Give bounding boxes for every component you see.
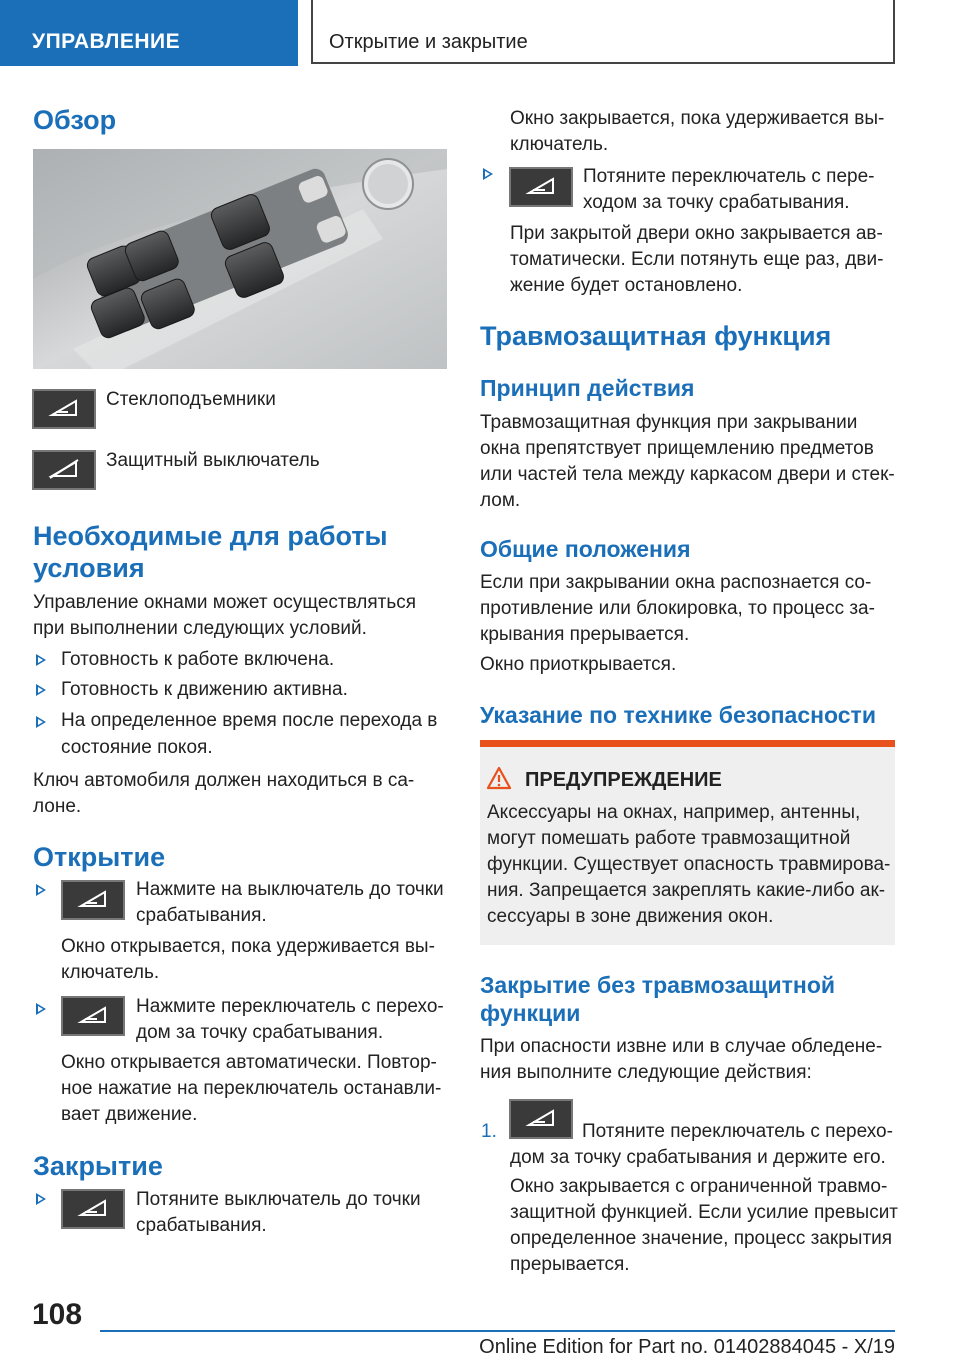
paragraph: или частей тела между каркасом двери и стек- [480, 464, 895, 485]
general-title: Общие положения [480, 536, 691, 562]
step-result: ключатель. [61, 962, 160, 983]
window-switch-icon [509, 167, 573, 207]
paragraph: окна препятствует прищемлению предметов [480, 438, 874, 459]
paragraph: Окно приоткрывается. [480, 654, 677, 675]
warning-title: ПРЕДУПРЕЖДЕНИЕ [525, 769, 722, 791]
edition-text: Online Edition for Part no. 01402884045 - X/19 [479, 1336, 895, 1358]
step-text: срабатывания. [136, 905, 267, 926]
conditions-intro: Управление окнами может осуществляться [33, 592, 417, 613]
bullet-icon [36, 1193, 46, 1205]
topic-tab: Открытие и закрытие [311, 0, 895, 64]
step-text: Потяните выключатель до точки [136, 1189, 421, 1210]
bullet-icon [36, 654, 46, 666]
paragraph: Если при закрывании окна распознается со- [480, 572, 872, 593]
no-pinch-title: функции [480, 1000, 581, 1026]
legend-label: Стеклоподъемники [106, 389, 276, 410]
list-item: Готовность к движению активна. [61, 679, 348, 700]
step-result: Окно закрывается с ограниченной травмо- [510, 1176, 888, 1197]
step-text: срабатывания. [136, 1215, 267, 1236]
window-switch-panel-image [33, 149, 447, 369]
overview-title: Обзор [33, 105, 117, 135]
window-switch-icon [32, 389, 96, 429]
safety-title: Указание по технике безопасности [480, 702, 876, 728]
paragraph: Травмозащитная функция при закрывании [480, 412, 858, 433]
step-result: жение будет остановлено. [510, 275, 743, 296]
conditions-intro: при выполнении следующих условий. [33, 618, 367, 639]
bullet-icon [36, 716, 46, 728]
bullet-icon [36, 884, 46, 896]
bullet-icon [36, 1003, 46, 1015]
window-switch-icon [61, 880, 125, 920]
step-result: Окно закрывается, пока удерживается вы- [510, 108, 885, 129]
paragraph: ния выполните следующие действия: [480, 1062, 812, 1083]
step-result: ное нажатие на переключатель останавли- [61, 1078, 442, 1099]
closing-title: Закрытие [33, 1151, 163, 1181]
warning-text: могут помешать работе травмозащитной [487, 828, 851, 849]
paragraph: лом. [480, 490, 521, 511]
warning-bar [480, 740, 895, 747]
no-pinch-title: Закрытие без травмозащитной [480, 972, 836, 998]
warning-text: ния. Запрещается закреплять какие-либо ак- [487, 880, 886, 901]
step-result: определенное значение, процесс закрытия [510, 1228, 893, 1249]
step-result: томатически. Если потянуть еще раз, дви- [510, 249, 884, 270]
step-result: Окно открывается автоматически. Повтор- [61, 1052, 437, 1073]
list-item: На определенное время после перехода в [61, 710, 438, 731]
step-text: Нажмите на выключатель до точки [136, 879, 444, 900]
step-text: Нажмите переключатель с перехо- [136, 996, 444, 1017]
principle-title: Принцип действия [480, 375, 695, 401]
legend-label: Защитный выключатель [106, 450, 320, 471]
bullet-icon [36, 684, 46, 696]
step-number: 1. [481, 1121, 497, 1142]
step-text: Потяните переключатель с перехо- [582, 1121, 893, 1142]
footer-divider [100, 1330, 895, 1332]
key-note: Ключ автомобиля должен находиться в са- [33, 770, 415, 791]
warning-text: сессуары в зоне движения окон. [487, 906, 774, 927]
step-result: защитной функцией. Если усилие превысит [510, 1202, 899, 1223]
list-item: Готовность к работе включена. [61, 649, 335, 670]
window-switch-icon [61, 1189, 125, 1229]
step-result: вает движение. [61, 1104, 198, 1125]
step-result: При закрытой двери окно закрывается ав- [510, 223, 883, 244]
paragraph: противление или блокировка, то процесс за- [480, 598, 875, 619]
window-switch-icon [509, 1099, 573, 1139]
conditions-title: Необходимые для работы [33, 521, 388, 551]
step-text: ходом за точку срабатывания. [583, 192, 850, 213]
opening-title: Открытие [33, 842, 166, 872]
step-result: ключатель. [510, 134, 609, 155]
step-result: Окно открывается, пока удерживается вы- [61, 936, 435, 957]
key-note: лоне. [33, 796, 82, 817]
step-text: Потяните переключатель с пере- [583, 166, 875, 187]
section-tab: УПРАВЛЕНИЕ [0, 0, 298, 66]
bullet-icon [483, 168, 493, 180]
paragraph: крывания прерывается. [480, 624, 690, 645]
window-switch-icon [61, 996, 125, 1036]
safety-switch-icon [32, 450, 96, 490]
warning-triangle-icon [486, 766, 512, 790]
step-text: дом за точку срабатывания и держите его. [510, 1147, 886, 1168]
warning-text: функции. Существует опасность травмирова- [487, 854, 891, 875]
paragraph: При опасности извне или в случае обледене- [480, 1036, 883, 1057]
warning-text: Аксессуары на окнах, например, антенны, [487, 802, 861, 823]
step-result: прерывается. [510, 1254, 630, 1275]
list-item: состояние покоя. [61, 737, 213, 758]
page-number: 108 [32, 1298, 83, 1331]
step-text: дом за точку срабатывания. [136, 1022, 384, 1043]
pinch-protection-title: Травмозащитная функция [480, 321, 832, 351]
conditions-title: условия [33, 553, 145, 583]
